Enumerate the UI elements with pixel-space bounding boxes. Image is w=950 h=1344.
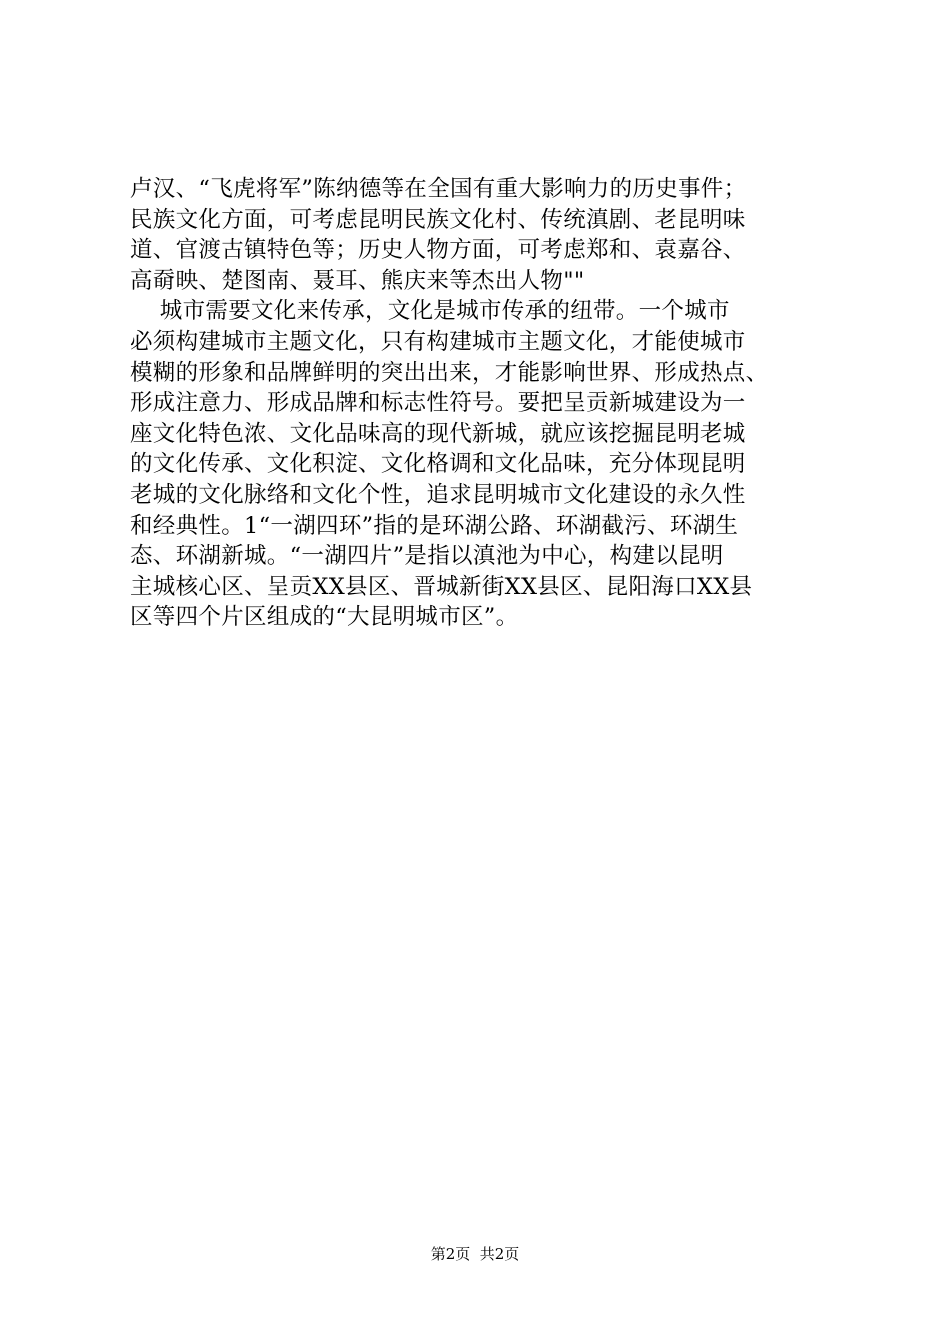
page-number-footer: 第2页 共2页: [430, 1245, 520, 1263]
text-line: 和经典性。1“一湖四环”指的是环湖公路、环湖截污、环湖生: [130, 512, 739, 539]
text-line: 形成注意力、形成品牌和标志性符号。要把呈贡新城建设为一: [130, 390, 746, 417]
paragraph-first-line: 城市需要文化来传承，文化是城市传承的纽带。一个城市: [130, 298, 730, 325]
text-line: 老城的文化脉络和文化个性，追求昆明城市文化建设的永久性: [130, 481, 746, 508]
text-line: 座文化特色浓、文化品味高的现代新城，就应该挖掘昆明老城: [130, 420, 746, 447]
text-line: 道、官渡古镇特色等；历史人物方面，可考虑郑和、袁嘉谷、: [130, 237, 746, 264]
text-line: 区等四个片区组成的“大昆明城市区”。: [130, 604, 519, 631]
text-line: 民族文化方面，可考虑昆明民族文化村、传统滇剧、老昆明味: [130, 206, 746, 233]
text-line: 主城核心区、呈贡XX县区、晋城新街XX县区、昆阳海口XX县: [130, 573, 753, 600]
text-line: 态、环湖新城。“一湖四片”是指以滇池为中心，构建以昆明: [130, 543, 724, 570]
body-text: [130, 174, 845, 633]
text-line: 模糊的形象和品牌鲜明的突出出来，才能影响世界、形成热点、: [130, 359, 769, 386]
text-line: 必须构建城市主题文化，只有构建城市主题文化，才能使城市: [130, 328, 746, 355]
text-line: 卢汉、“飞虎将军”陈纳德等在全国有重大影响力的历史事件；: [130, 176, 747, 202]
text-line: 的文化传承、文化积淀、文化格调和文化品味，充分体现昆明: [130, 451, 746, 478]
text-line: 高奣映、楚图南、聂耳、熊庆来等杰出人物"": [130, 267, 585, 294]
